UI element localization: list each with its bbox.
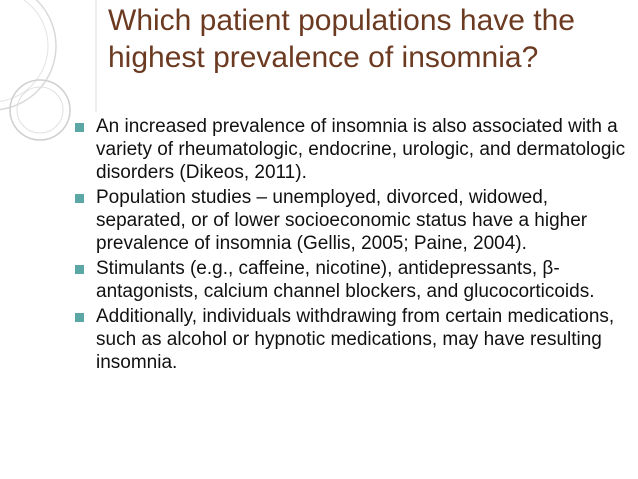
- square-bullet-icon: [75, 194, 84, 203]
- bullet-item: [72, 257, 632, 303]
- slide-title: Which patient populations have the highest prevalence of insomnia?: [108, 4, 575, 74]
- bullet-item: [72, 305, 632, 374]
- square-bullet-icon: [75, 313, 84, 322]
- bullet-text: Additionally, individuals withdrawing from certain medications, such as alcohol or hypnotic medications, may have resulting insomnia.: [96, 306, 615, 373]
- bullet-text: An increased prevalence of insomnia is also associated with a variety of rheumatologic, endocrine, urologic, and dermatologic disorders (Dikeos, 2011).: [96, 116, 626, 183]
- bullet-item: [72, 186, 632, 255]
- bullet-item: [72, 115, 632, 184]
- bullet-text: Stimulants (e.g., caffeine, nicotine), antidepressants, β-antagonists, calcium channel blockers, and glucocorticoids.: [96, 258, 595, 302]
- square-bullet-icon: [75, 265, 84, 274]
- square-bullet-icon: [75, 123, 84, 132]
- bullet-text: Population studies – unemployed, divorced, widowed, separated, or of lower socioeconomic status have a higher prevalence of insomnia (Gellis, 2005; Paine, 2004).: [96, 187, 588, 254]
- bullet-list: [72, 115, 632, 376]
